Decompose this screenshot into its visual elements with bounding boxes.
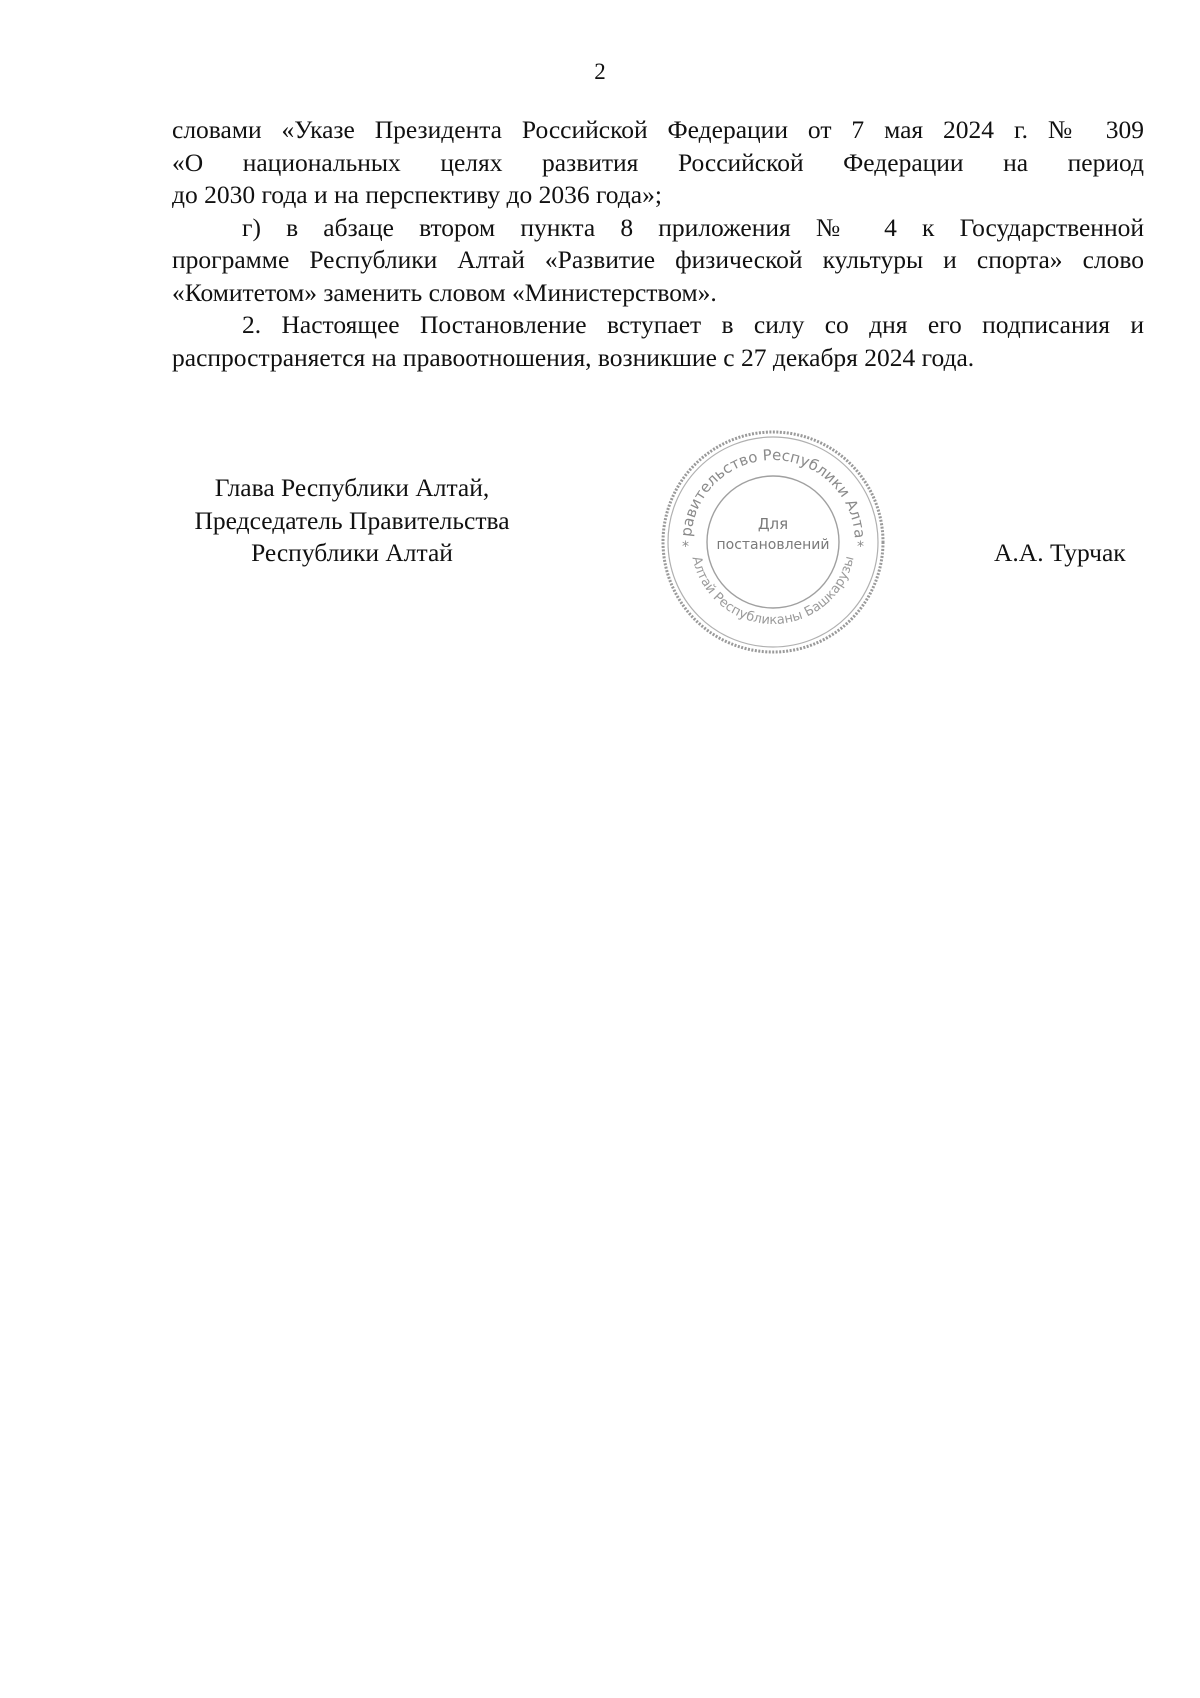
seal-inner-text-2: постановлений — [716, 537, 830, 553]
official-seal-stamp — [658, 427, 888, 657]
paragraph-2 — [172, 212, 1144, 310]
text-line: словами «Указе Президента Российской Федерации от 7 мая 2024 г. № 309 — [172, 115, 1144, 144]
text-line: программе Республики Алтай «Развитие физической культуры и спорта» слово — [172, 245, 1144, 274]
text-line: распространяется на правоотношения, возникшие с 27 декабря 2024 года. — [172, 342, 975, 372]
signatory-title — [172, 472, 532, 570]
signatory-name: А.А. Турчак — [994, 538, 1126, 567]
text-line: «Комитетом» заменить словом «Министерством». — [172, 277, 717, 307]
text-line: 2. Настоящее Постановление вступает в силу со дня его подписания и — [242, 310, 1144, 339]
seal-outer-text: равительство Республики Алта — [677, 445, 869, 540]
signatory-title-line: Глава Республики Алтай, — [214, 473, 490, 502]
seal-graphic — [658, 427, 888, 657]
document-body — [172, 114, 1144, 374]
signatory-title-line: Председатель Правительства — [194, 505, 510, 535]
paragraph-1 — [172, 114, 1144, 212]
page-number: 2 — [594, 59, 606, 84]
seal-inner-text-1: Для — [757, 515, 789, 533]
paragraph-3 — [172, 309, 1144, 374]
seal-star-left: * — [682, 539, 689, 555]
seal-star-right: * — [857, 539, 864, 555]
text-line: «О национальных целях развития Российской Федерации на период — [172, 147, 1144, 177]
text-line: г) в абзаце втором пункта 8 приложения № 4 к Государственной — [242, 212, 1144, 242]
text-line: до 2030 года и на перспективу до 2036 года»; — [172, 180, 662, 209]
seal-bottom-text: Алтай Республиканы Башкарузы — [688, 554, 858, 628]
signatory-title-line: Республики Алтай — [251, 538, 453, 567]
